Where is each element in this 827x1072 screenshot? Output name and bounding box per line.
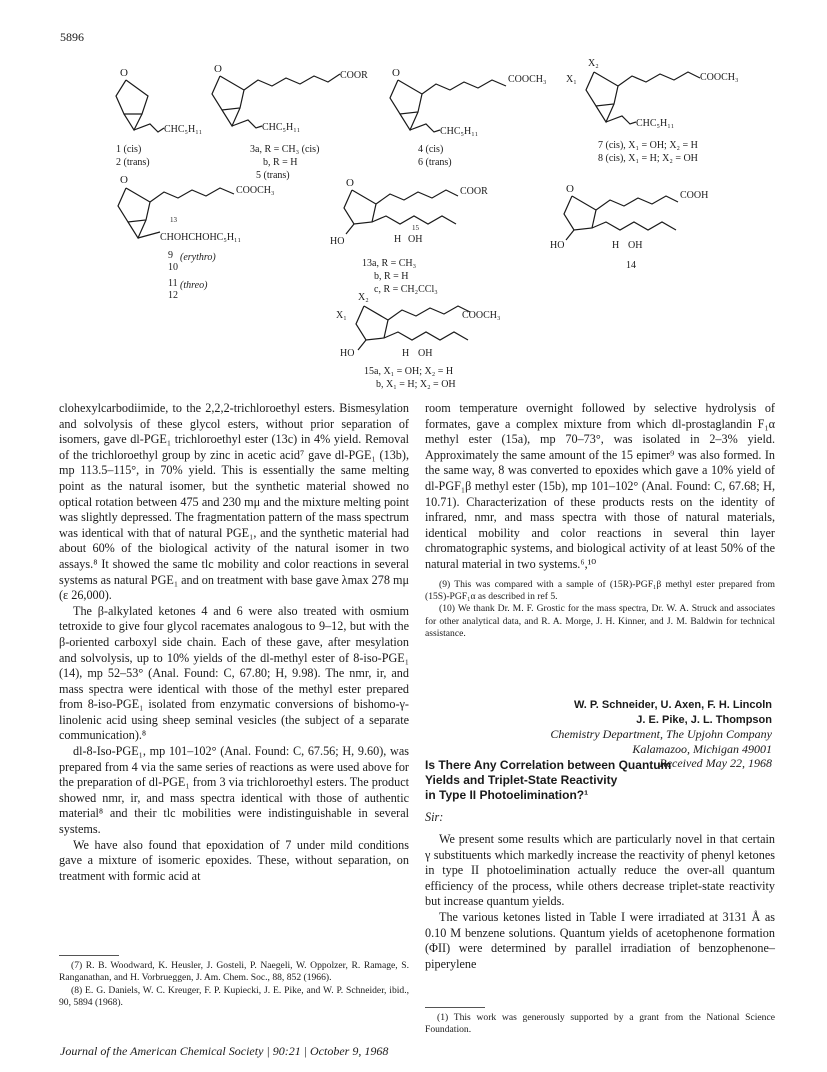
- svg-text:OH: OH: [418, 348, 433, 359]
- svg-text:13a, R = CH₃: 13a, R = CH₃: [362, 258, 417, 269]
- svg-text:X₂: X₂: [588, 58, 599, 69]
- svg-text:c, R = CH₂CCl₃: c, R = CH₂CCl₃: [374, 284, 438, 295]
- paragraph: room temperature overnight followed by selective hydrolysis of formates, gave a complex mixture from which dl-prostaglandin F₁α methyl ester (15a), mp 70–73°, was isolated in 2–3% yield. Approximately the same amount of the 15 epimer⁹ was also formed. In the same way, 8 was converted to epoxides which gave a 10% yield of dl-PGF₁β methyl ester (15b), mp 101–102° (Anal. Found: C, 67.68; H, 10.71). Characterization of these products rests on the identity of infrared, nmr, and mass spectra with those of natural materials, identical mobility and color reactions in several thin layer chromatographic systems, and biological activity of at least 50% of the natural material in two systems.⁶,¹⁰: [425, 401, 775, 571]
- left-footnotes: [59, 960, 409, 1010]
- svg-text:15a, X₁ = OH; X₂ = H: 15a, X₁ = OH; X₂ = H: [364, 366, 454, 377]
- svg-text:CHC₅H₁₁: CHC₅H₁₁: [636, 118, 675, 129]
- structure-15: [336, 292, 501, 390]
- right-column-top: [425, 401, 775, 641]
- svg-text:14: 14: [626, 260, 636, 271]
- svg-text:2 (trans): 2 (trans): [116, 157, 150, 168]
- right-column-bottom: [425, 832, 775, 972]
- structure-14: [550, 183, 708, 271]
- structure-3: [212, 63, 368, 181]
- svg-text:11: 11: [168, 278, 178, 289]
- author-names-line1: W. P. Schneider, U. Axen, F. H. Lincoln: [573, 699, 772, 711]
- article-title-line: Is There Any Correlation between Quantum: [425, 758, 672, 772]
- svg-text:b, R = H: b, R = H: [263, 157, 298, 168]
- svg-text:HO: HO: [550, 240, 565, 251]
- svg-text:O: O: [346, 177, 354, 189]
- svg-text:O: O: [392, 67, 400, 79]
- svg-text:7 (cis), X₁ = OH; X₂ = H: 7 (cis), X₁ = OH; X₂ = H: [598, 140, 698, 151]
- svg-text:HO: HO: [330, 236, 345, 247]
- received-date: Received May 22, 1968: [659, 756, 772, 771]
- journal-footer: Journal of the American Chemical Society | 90:21 | October 9, 1968: [60, 1044, 389, 1058]
- paragraph: The β-alkylated ketones 4 and 6 were also treated with osmium tetroxide to give four glycol racemates analogous to 9–12, but with the β-oriented carboxyl side chain. Each of these gave, after mesylation and solvolysis, up to 10% yields of the dl-methyl ester of 8-iso-PGE₁ (14), mp 52–53° (Anal. Found: C, 67.80; H, 9.98). The nmr, ir, and mass spectra were identical with those of the methyl ester prepared from 8-iso-PGE₁ isolated from enzymatic conversions of bishomo-γ-linolenic acid using sheep seminal vesicles (the subject of a separate communication).⁸: [59, 603, 409, 743]
- svg-text:CHC₅H₁₁: CHC₅H₁₁: [164, 124, 203, 135]
- svg-text:COOH: COOH: [680, 190, 709, 201]
- svg-text:13: 13: [170, 216, 177, 224]
- left-column: [59, 401, 409, 884]
- footnote: (8) E. G. Daniels, W. C. Kreuger, F. P. Kupiecki, J. E. Pike, and W. P. Schneider, ibid., 90, 5894 (1968).: [59, 984, 409, 1009]
- page-number: 5896: [60, 30, 84, 44]
- svg-text:H: H: [402, 348, 410, 359]
- svg-text:4 (cis): 4 (cis): [418, 144, 444, 155]
- svg-text:O: O: [120, 67, 128, 79]
- svg-text:O: O: [566, 183, 574, 195]
- structure-4: [390, 67, 547, 168]
- svg-text:CHOHCHOHC₅H₁₁: CHOHCHOHC₅H₁₁: [160, 232, 242, 243]
- svg-text:5 (trans): 5 (trans): [256, 170, 290, 181]
- salutation: Sir:: [425, 810, 444, 824]
- svg-text:X₁: X₁: [566, 74, 577, 85]
- svg-text:6 (trans): 6 (trans): [418, 157, 452, 168]
- footnote: (10) We thank Dr. M. F. Grostic for the mass spectra, Dr. W. A. Struck and associates for other analytical data, and R. A. Morge, J. H. Kinner, and J. M. Baldwin for technical assistance.: [425, 603, 775, 640]
- chemical-structures-figure: [0, 48, 827, 398]
- svg-text:OH: OH: [628, 240, 643, 251]
- svg-text:(threo): (threo): [180, 280, 208, 291]
- paragraph: We have also found that epoxidation of 7 under mild conditions gave a mixture of isomeric epoxides. These, without separation, on treatment with formic acid at: [59, 837, 409, 883]
- svg-text:O: O: [214, 63, 222, 75]
- svg-text:15: 15: [412, 224, 419, 232]
- svg-text:b, X₁ = H; X₂ = OH: b, X₁ = H; X₂ = OH: [376, 379, 456, 390]
- footnote: (7) R. B. Woodward, K. Heusler, J. Gosteli, P. Naegeli, W. Oppolzer, R. Ramage, S. Ranganathan, and H. Vorbrueggen, J. Am. Chem. Soc., 88, 852 (1966).: [59, 960, 409, 984]
- svg-text:COOCH₃: COOCH₃: [236, 185, 275, 196]
- article-title-line: Yields and Triplet-State Reactivity: [425, 773, 618, 787]
- svg-text:COOCH₃: COOCH₃: [700, 72, 739, 83]
- svg-text:COOCH₃: COOCH₃: [462, 310, 501, 321]
- svg-text:3a, R = CH₃ (cis): 3a, R = CH₃ (cis): [250, 144, 320, 155]
- structure-13: [330, 177, 488, 295]
- svg-text:12: 12: [168, 290, 178, 301]
- svg-text:H: H: [394, 234, 402, 245]
- footnote: (9) This was compared with a sample of (15R)-PGF₁β methyl ester prepared from (15S)-PGF₁α as described in ref 5.: [425, 578, 775, 602]
- svg-text:COOR: COOR: [340, 70, 368, 81]
- svg-text:CHC₅H₁₁: CHC₅H₁₁: [440, 126, 479, 137]
- svg-text:(erythro): (erythro): [180, 252, 216, 263]
- svg-text:X₁: X₁: [336, 310, 347, 321]
- right-footnotes: [425, 1012, 775, 1037]
- paragraph: We present some results which are particularly novel in that certain γ substituents which markedly increase the reactivity of phenyl ketones in type II photoelimination actually reduce the over-all quantum efficiency of the process, while others decrease triplet-state reactivity but increase quantum yields.: [425, 832, 775, 909]
- footnote-rule: [425, 1007, 485, 1008]
- article-title: [425, 758, 775, 803]
- svg-text:CHC₅H₁₁: CHC₅H₁₁: [262, 122, 301, 133]
- paragraph: dl-8-Iso-PGE₁, mp 101–102° (Anal. Found: C, 67.56; H, 9.60), was prepared from 4 via the same series of reactions as were used above for the preparation of dl-PGE₁ from 3 via trichloroethyl esters. The product showed nmr, ir, and mass spectra identical with those of authentic material⁸ and their tlc mobilities were indistinguishable in several systems.: [59, 744, 409, 837]
- author-department: Chemistry Department, The Upjohn Company: [550, 727, 772, 742]
- svg-text:10: 10: [168, 262, 178, 273]
- structure-1: [116, 67, 202, 168]
- footnote: (1) This work was generously supported by a grant from the National Science Foundation.: [425, 1012, 775, 1036]
- structure-7: [566, 58, 739, 164]
- author-city: Kalamazoo, Michigan 49001: [632, 741, 772, 756]
- paragraph: The various ketones listed in Table I were irradiated at 3131 Å as 0.10 M benzene solutions. Quantum yields of acetophenone formation (ΦII) were determined by parallel irradiation of benzophenone–piperylene: [425, 909, 775, 971]
- svg-text:COOR: COOR: [460, 186, 488, 197]
- svg-text:X₂: X₂: [358, 292, 369, 303]
- svg-text:9: 9: [168, 250, 173, 261]
- article-title-line: in Type II Photoelimination?¹: [425, 788, 589, 802]
- svg-text:b, R = H: b, R = H: [374, 271, 409, 282]
- paragraph: clohexylcarbodiimide, to the 2,2,2-trichloroethyl esters. Bismesylation and solvolysis of these glycol esters, without prior separation of isomers, gave dl-PGE₁ trichloroethyl ester (13c) in 4% yield. Removal of the trichloroethyl group by zinc in acetic acid⁷ gave dl-PGE₁ (13b), mp 113.5–115°, in 70% yield. This is essentially the same melting point as the natural isomer, but the synthetic material showed no optical rotation between 475 and 230 mμ and the mixture melting point was slightly depressed. The fragmentation pattern of the mass spectrum was identical with that of natural PGE₁, and the synthetic material had about 60% of the biological activity of the natural isomer in two assays.⁸ It showed the same tlc mobility and color reactions in several systems as natural PGE₁ and on treatment with base gave λmax 278 mμ (ε 26,000).: [59, 401, 409, 603]
- svg-text:H: H: [612, 240, 620, 251]
- svg-text:8 (cis), X₁ = H; X₂ = OH: 8 (cis), X₁ = H; X₂ = OH: [598, 153, 698, 164]
- svg-text:OH: OH: [408, 234, 423, 245]
- svg-text:COOCH₃: COOCH₃: [508, 74, 547, 85]
- structure-9: [118, 174, 275, 301]
- svg-text:1 (cis): 1 (cis): [116, 144, 142, 155]
- svg-text:HO: HO: [340, 348, 355, 359]
- footnote-rule: [59, 955, 119, 956]
- svg-text:O: O: [120, 174, 128, 186]
- author-names-line2: J. E. Pike, J. L. Thompson: [636, 713, 772, 726]
